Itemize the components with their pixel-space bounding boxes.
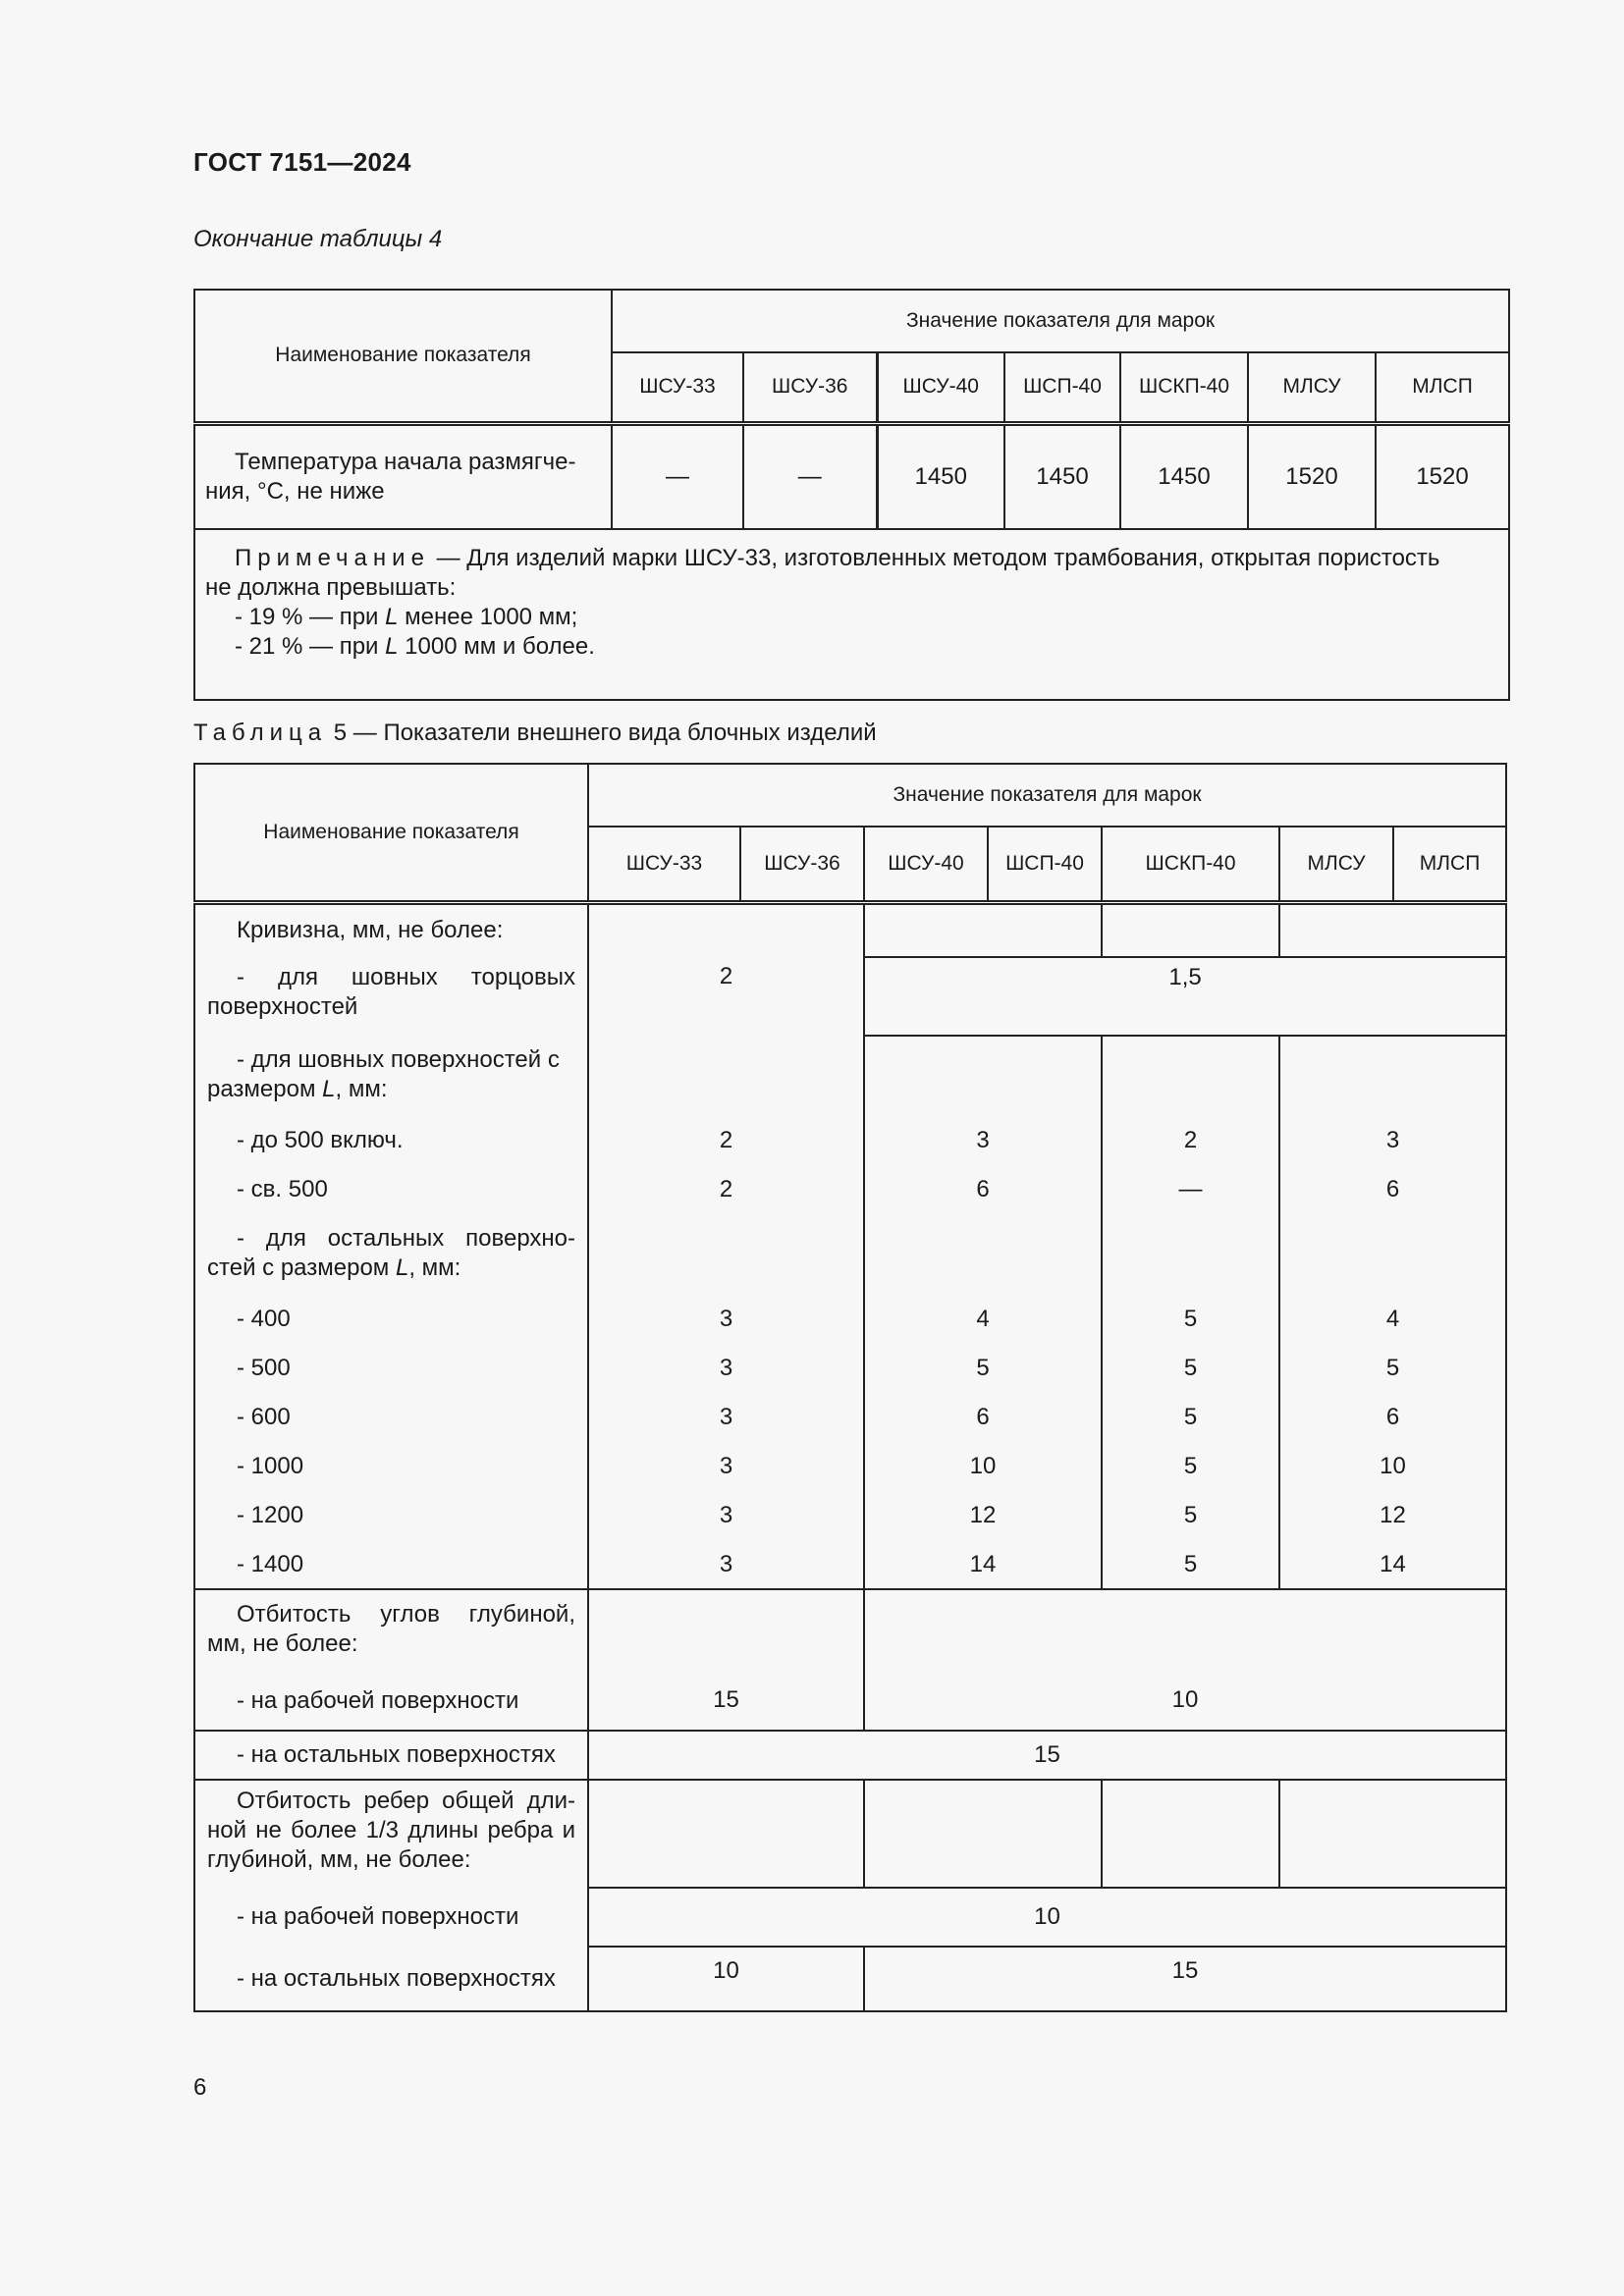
table4-grade-header: МЛСУ (1248, 352, 1376, 423)
table5-cell: 6 (864, 1393, 1102, 1442)
curvature-title: Кривизна, мм, не более: (194, 902, 588, 957)
table4-grade-header: ШСКП-40 (1120, 352, 1248, 423)
table5-cell (588, 1780, 864, 1888)
table5-cell: 15 (588, 1589, 864, 1731)
table5-row-label: - на остальных поверхностях (194, 1731, 588, 1780)
edges-label: Отбитость ребер общей дли- ной не более 1/3 длины ребра и глубиной, мм, не более: (194, 1780, 588, 1888)
table5-cell: 2 (588, 957, 864, 1036)
table4-grade-header: ШСУ-33 (612, 352, 743, 423)
table5-cell (588, 1036, 864, 1116)
table5-cell (1102, 902, 1279, 957)
table5-grade-header: ШСКП-40 (1102, 827, 1279, 902)
table5-cell (1279, 1780, 1506, 1888)
table4-grade-header: ШСП-40 (1004, 352, 1120, 423)
corners-label: Отбитость углов глубиной, мм, не более: - на рабочей поверхности (194, 1589, 588, 1731)
table4-cell: 1450 (1120, 423, 1248, 529)
table5-cell (1102, 1214, 1279, 1295)
table5-row-label: - 600 (194, 1393, 588, 1442)
table-5 (193, 763, 1507, 2012)
table5-cell: 5 (1279, 1344, 1506, 1393)
table5-cell: 14 (1279, 1540, 1506, 1589)
table5-row-label: - на остальных поверхностях (194, 1947, 588, 2011)
table5-row-label: - 500 (194, 1344, 588, 1393)
table5-grade-header: ШСУ-36 (740, 827, 864, 902)
table5-row-label: - св. 500 (194, 1165, 588, 1214)
table5-cell: 3 (588, 1491, 864, 1540)
table4-cell: 1450 (877, 423, 1004, 529)
table5-row-label: - на рабочей поверхности (194, 1888, 588, 1947)
table5-cell: 15 (588, 1731, 1506, 1780)
page-number: 6 (193, 2074, 207, 2101)
table4-grade-header: МЛСП (1376, 352, 1509, 423)
table5-name-header: Наименование показателя (194, 764, 588, 902)
table4-cell: 1520 (1248, 423, 1376, 529)
table5-cell: — (1102, 1165, 1279, 1214)
note-label: Примечание (235, 545, 430, 571)
table5-value-header: Значение показателя для марок (588, 764, 1506, 827)
table4-cell: 1450 (1004, 423, 1120, 529)
table5-cell (864, 1036, 1102, 1116)
table5-grade-header: ШСП-40 (988, 827, 1102, 902)
table4-cell: 1520 (1376, 423, 1509, 529)
table5-cell: 3 (588, 1442, 864, 1491)
table5-cell: 4 (1279, 1295, 1506, 1344)
table-4 (193, 289, 1510, 701)
table5-cell: 3 (864, 1116, 1102, 1165)
table5-cell: 10 (588, 1888, 1506, 1947)
table5-cell (588, 902, 864, 957)
table5-cell: 12 (1279, 1491, 1506, 1540)
table5-cell: 14 (864, 1540, 1102, 1589)
table5-cell: 10 (864, 1589, 1506, 1731)
table5-cell: 5 (1102, 1295, 1279, 1344)
table5-grade-header: МЛСП (1393, 827, 1506, 902)
document-code: ГОСТ 7151—2024 (193, 147, 411, 177)
table4-grade-header: ШСУ-40 (877, 352, 1004, 423)
table5-cell: 6 (1279, 1393, 1506, 1442)
table5-cell: 10 (1279, 1442, 1506, 1491)
table5-cell: 3 (588, 1393, 864, 1442)
table5-cell (588, 1214, 864, 1295)
table5-cell: 2 (588, 1116, 864, 1165)
table5-cell: 6 (1279, 1165, 1506, 1214)
table5-cell: 5 (1102, 1344, 1279, 1393)
table5-cell: 2 (588, 1165, 864, 1214)
table5-cell (864, 902, 1102, 957)
table4-note: Примечание — Для изделий марки ШСУ-33, изготовленных методом трамбования, открытая пористость не должна превышать: - 19 % — при L менее 1000 мм; - 21 % — при L 1000 мм и более. (194, 529, 1509, 700)
table4-cell: — (743, 423, 877, 529)
table5-cell: 3 (588, 1540, 864, 1589)
table5-grade-header: МЛСУ (1279, 827, 1393, 902)
table5-grade-header: ШСУ-40 (864, 827, 988, 902)
table5-row-label: - до 500 включ. (194, 1116, 588, 1165)
table5-cell (864, 1214, 1102, 1295)
table4-caption: Окончание таблицы 4 (193, 226, 443, 252)
table5-cell: 3 (1279, 1116, 1506, 1165)
table5-cell: 5 (1102, 1491, 1279, 1540)
table5-cell: 4 (864, 1295, 1102, 1344)
table5-cell: 1,5 (864, 957, 1506, 1036)
other-surfaces-label: - для остальных поверхно- стей с размером L, мм: (194, 1214, 588, 1295)
table5-grade-header: ШСУ-33 (588, 827, 740, 902)
table5-cell: 10 (588, 1947, 864, 2011)
table5-cell (1102, 1780, 1279, 1888)
table5-cell: 5 (864, 1344, 1102, 1393)
table5-row-label: - 1400 (194, 1540, 588, 1589)
butt-surfaces-label: - для шовных торцовых поверхностей (194, 957, 588, 1036)
table5-cell (1279, 1214, 1506, 1295)
table5-cell: 10 (864, 1442, 1102, 1491)
table4-grade-header: ШСУ-36 (743, 352, 877, 423)
table5-cell: 6 (864, 1165, 1102, 1214)
table5-cell: 15 (864, 1947, 1506, 2011)
table5-cell (1102, 1036, 1279, 1116)
table5-row-label: - 400 (194, 1295, 588, 1344)
table5-cell (1279, 1036, 1506, 1116)
table5-cell (1279, 902, 1506, 957)
table4-cell: — (612, 423, 743, 529)
table4-value-header: Значение показателя для марок (612, 290, 1509, 352)
table5-caption: Таблица 5 — Показатели внешнего вида блочных изделий (193, 720, 877, 746)
table5-cell: 2 (1102, 1116, 1279, 1165)
table5-row-label: - 1200 (194, 1491, 588, 1540)
table4-row-name: Температура начала размягче- ния, °С, не ниже (194, 423, 612, 529)
table5-cell: 3 (588, 1344, 864, 1393)
table5-cell: 5 (1102, 1393, 1279, 1442)
table5-cell: 3 (588, 1295, 864, 1344)
table4-name-header: Наименование показателя (194, 290, 612, 423)
table5-cell (864, 1780, 1102, 1888)
table5-cell: 5 (1102, 1540, 1279, 1589)
table5-cell: 12 (864, 1491, 1102, 1540)
table5-row-label: - 1000 (194, 1442, 588, 1491)
table5-cell: 5 (1102, 1442, 1279, 1491)
seam-surfaces-label: - для шовных поверхностей с размером L, мм: (194, 1036, 588, 1116)
